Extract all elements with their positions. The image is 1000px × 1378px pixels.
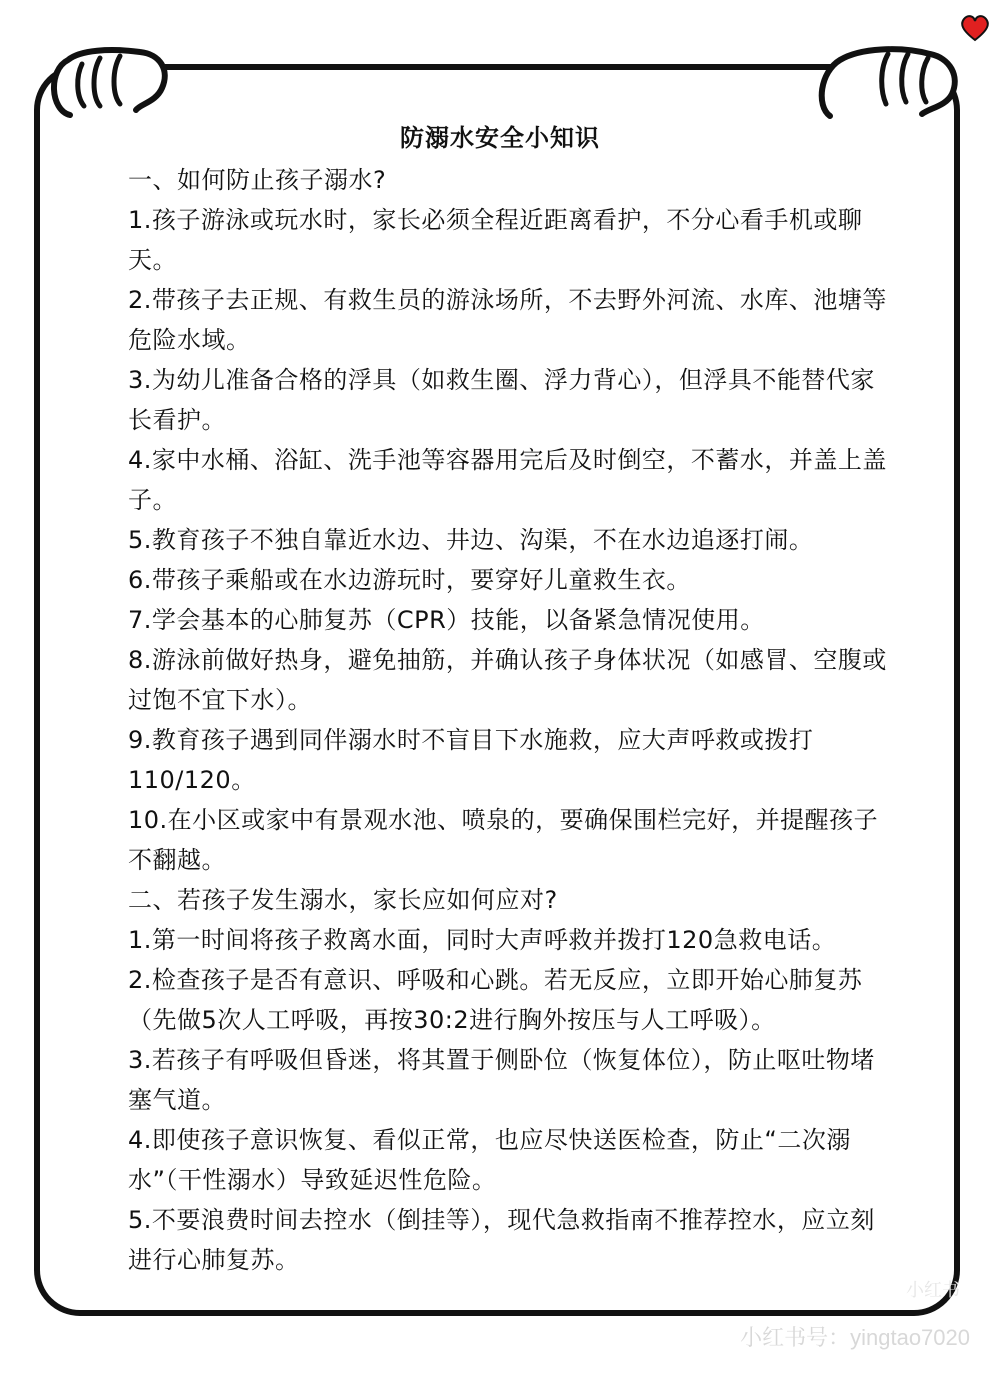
list-item: 4.即使孩子意识恢复、看似正常，也应尽快送医检查，防止“二次溺水”（干性溺水）导致延迟性危险。 — [128, 1126, 851, 1194]
watermark-logo: 小红书 — [906, 1280, 960, 1301]
watermark-text: 小红书号：yingtao7020 — [740, 1325, 970, 1350]
section-heading: 一、如何防止孩子溺水? — [128, 166, 387, 194]
list-item: 10.在小区或家中有景观水池、喷泉的，要确保围栏完好，并提醒孩子不翻越。 — [128, 806, 879, 874]
article-body — [128, 160, 888, 1280]
list-item: 1.第一时间将孩子救离水面，同时大声呼救并拨打120急救电话。 — [128, 926, 837, 954]
left-hand-illustration — [40, 40, 180, 120]
list-item: 1.孩子游泳或玩水时，家长必须全程近距离看护，不分心看手机或聊天。 — [128, 206, 863, 274]
section-heading: 二、若孩子发生溺水，家长应如何应对? — [128, 886, 558, 914]
list-item: 6.带孩子乘船或在水边游玩时，要穿好儿童救生衣。 — [128, 566, 691, 594]
list-item: 3.为幼儿准备合格的浮具（如救生圈、浮力背心），但浮具不能替代家长看护。 — [128, 366, 875, 434]
list-item: 8.游泳前做好热身，避免抽筋，并确认孩子身体状况（如感冒、空腹或过饱不宜下水）。 — [128, 646, 887, 714]
page-title: 防溺水安全小知识 — [400, 124, 600, 152]
heart-icon — [960, 14, 990, 42]
list-item: 5.不要浪费时间去控水（倒挂等），现代急救指南不推荐控水，应立刻进行心肺复苏。 — [128, 1206, 875, 1274]
list-item: 2.检查孩子是否有意识、呼吸和心跳。若无反应，立即开始心肺复苏（先做5次人工呼吸，再按30:2进行胸外按压与人工呼吸）。 — [128, 966, 863, 1034]
list-item: 3.若孩子有呼吸但昏迷，将其置于侧卧位（恢复体位），防止呕吐物堵塞气道。 — [128, 1046, 875, 1114]
list-item: 7.学会基本的心肺复苏（CPR）技能，以备紧急情况使用。 — [128, 606, 765, 634]
list-item: 4.家中水桶、浴缸、洗手池等容器用完后及时倒空，不蓄水，并盖上盖子。 — [128, 446, 887, 514]
list-item: 9.教育孩子遇到同伴溺水时不盲目下水施救，应大声呼救或拨打110/120。 — [128, 726, 814, 794]
list-item: 2.带孩子去正规、有救生员的游泳场所，不去野外河流、水库、池塘等危险水域。 — [128, 286, 887, 354]
list-item: 5.教育孩子不独自靠近水边、井边、沟渠，不在水边追逐打闹。 — [128, 526, 814, 554]
right-hand-illustration — [810, 36, 970, 126]
